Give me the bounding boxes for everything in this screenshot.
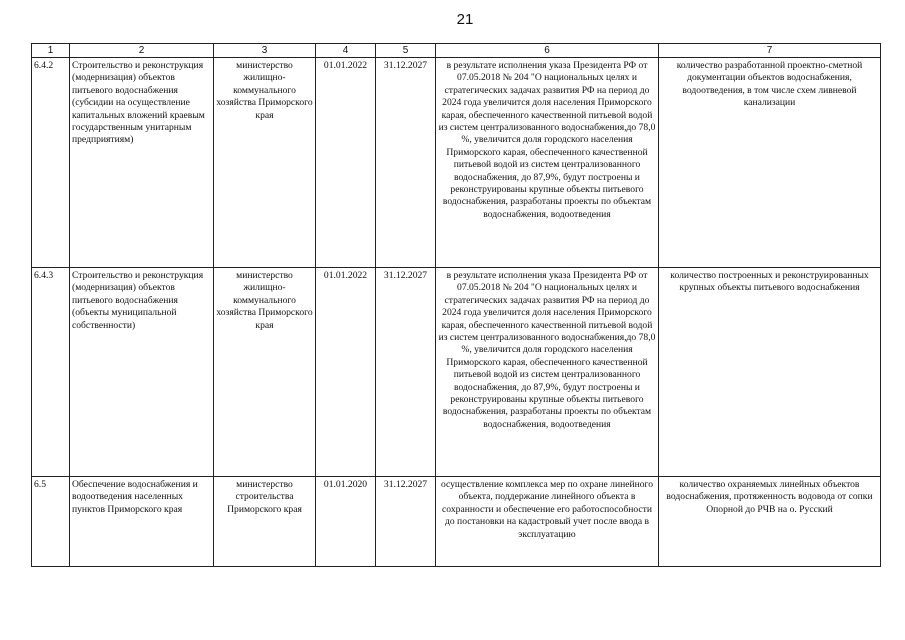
expected-result: в результате исполнения указа Президента РФ от 07.05.2018 № 204 "О национальных целях и стратегических задачах развития РФ на период до 2024 года увеличится доля населения Приморского карая, обеспеченного качественной питьевой водой из систем централизованного водоснабжения,до 78,0 %, увеличится доля городского населения Приморского карая, обеспеченного качественной питьевой водой из систем централизованного водоснабжения, до 87,9%, будут построены и реконструированы крупные объекты питьевого водоснабжения, разработаны проекты по объектам водоснабжения, водоотведения xyxy=(436,58,659,268)
table-row xyxy=(32,268,881,477)
page-number: 21 xyxy=(456,11,474,28)
program-table xyxy=(31,43,881,567)
end-date: 31.12.2027 xyxy=(376,477,436,567)
column-header: 6 xyxy=(436,44,659,58)
indicator: количество разработанной проектно-сметной документации объектов водоснабжения, водоотведения, в том числе схем ливневой канализации xyxy=(659,58,881,268)
responsible-executor: министерство жилищно-коммунального хозяйства Приморского края xyxy=(214,268,316,477)
activity-name: Строительство и реконструкция (модернизация) объектов питьевого водоснабжения (объекты муниципальной собственности) xyxy=(70,268,214,477)
responsible-executor: министерство строительства Приморского края xyxy=(214,477,316,567)
column-header: 7 xyxy=(659,44,881,58)
expected-result: в результате исполнения указа Президента РФ от 07.05.2018 № 204 "О национальных целях и стратегических задачах развития РФ на период до 2024 года увеличится доля населения Приморского карая, обеспеченного качественной питьевой водой из систем централизованного водоснабжения,до 78,0 %, увеличится доля городского населения Приморского карая, обеспеченного качественной питьевой водой из систем централизованного водоснабжения, до 87,9%, будут построены и реконструированы крупные объекты питьевого водоснабжения, разработаны проекты по объектам водоснабжения, водоотведения xyxy=(436,268,659,477)
end-date: 31.12.2027 xyxy=(376,268,436,477)
start-date: 01.01.2020 xyxy=(316,477,376,567)
indicator: количество построенных и реконструированных крупных объекты питьевого водоснабжения xyxy=(659,268,881,477)
table-row xyxy=(32,477,881,567)
responsible-executor: министерство жилищно-коммунального хозяйства Приморского края xyxy=(214,58,316,268)
column-header: 2 xyxy=(70,44,214,58)
table-row xyxy=(32,58,881,268)
start-date: 01.01.2022 xyxy=(316,58,376,268)
end-date: 31.12.2027 xyxy=(376,58,436,268)
table-header-row xyxy=(32,44,881,58)
column-header: 3 xyxy=(214,44,316,58)
indicator: количество охраняемых линейных объектов водоснабжения, протяженность водовода от сопки Опорной до РЧВ на о. Русский xyxy=(659,477,881,567)
row-number: 6.4.2 xyxy=(32,58,70,268)
row-number: 6.5 xyxy=(32,477,70,567)
column-header: 1 xyxy=(32,44,70,58)
column-header: 4 xyxy=(316,44,376,58)
activity-name: Обеспечение водоснабжения и водоотведения населенных пунктов Приморского края xyxy=(70,477,214,567)
start-date: 01.01.2022 xyxy=(316,268,376,477)
column-header: 5 xyxy=(376,44,436,58)
activity-name: Строительство и реконструкция (модернизация) объектов питьевого водоснабжения (субсидии на осуществление капитальных вложений краевым государственным унитарным предприятиям) xyxy=(70,58,214,268)
row-number: 6.4.3 xyxy=(32,268,70,477)
expected-result: осуществление комплекса мер по охране линейного объекта, поддержание линейного объекта в сохранности и обеспечение его работоспособности до постановки на кадастровый учет после ввода в эксплуатацию xyxy=(436,477,659,567)
